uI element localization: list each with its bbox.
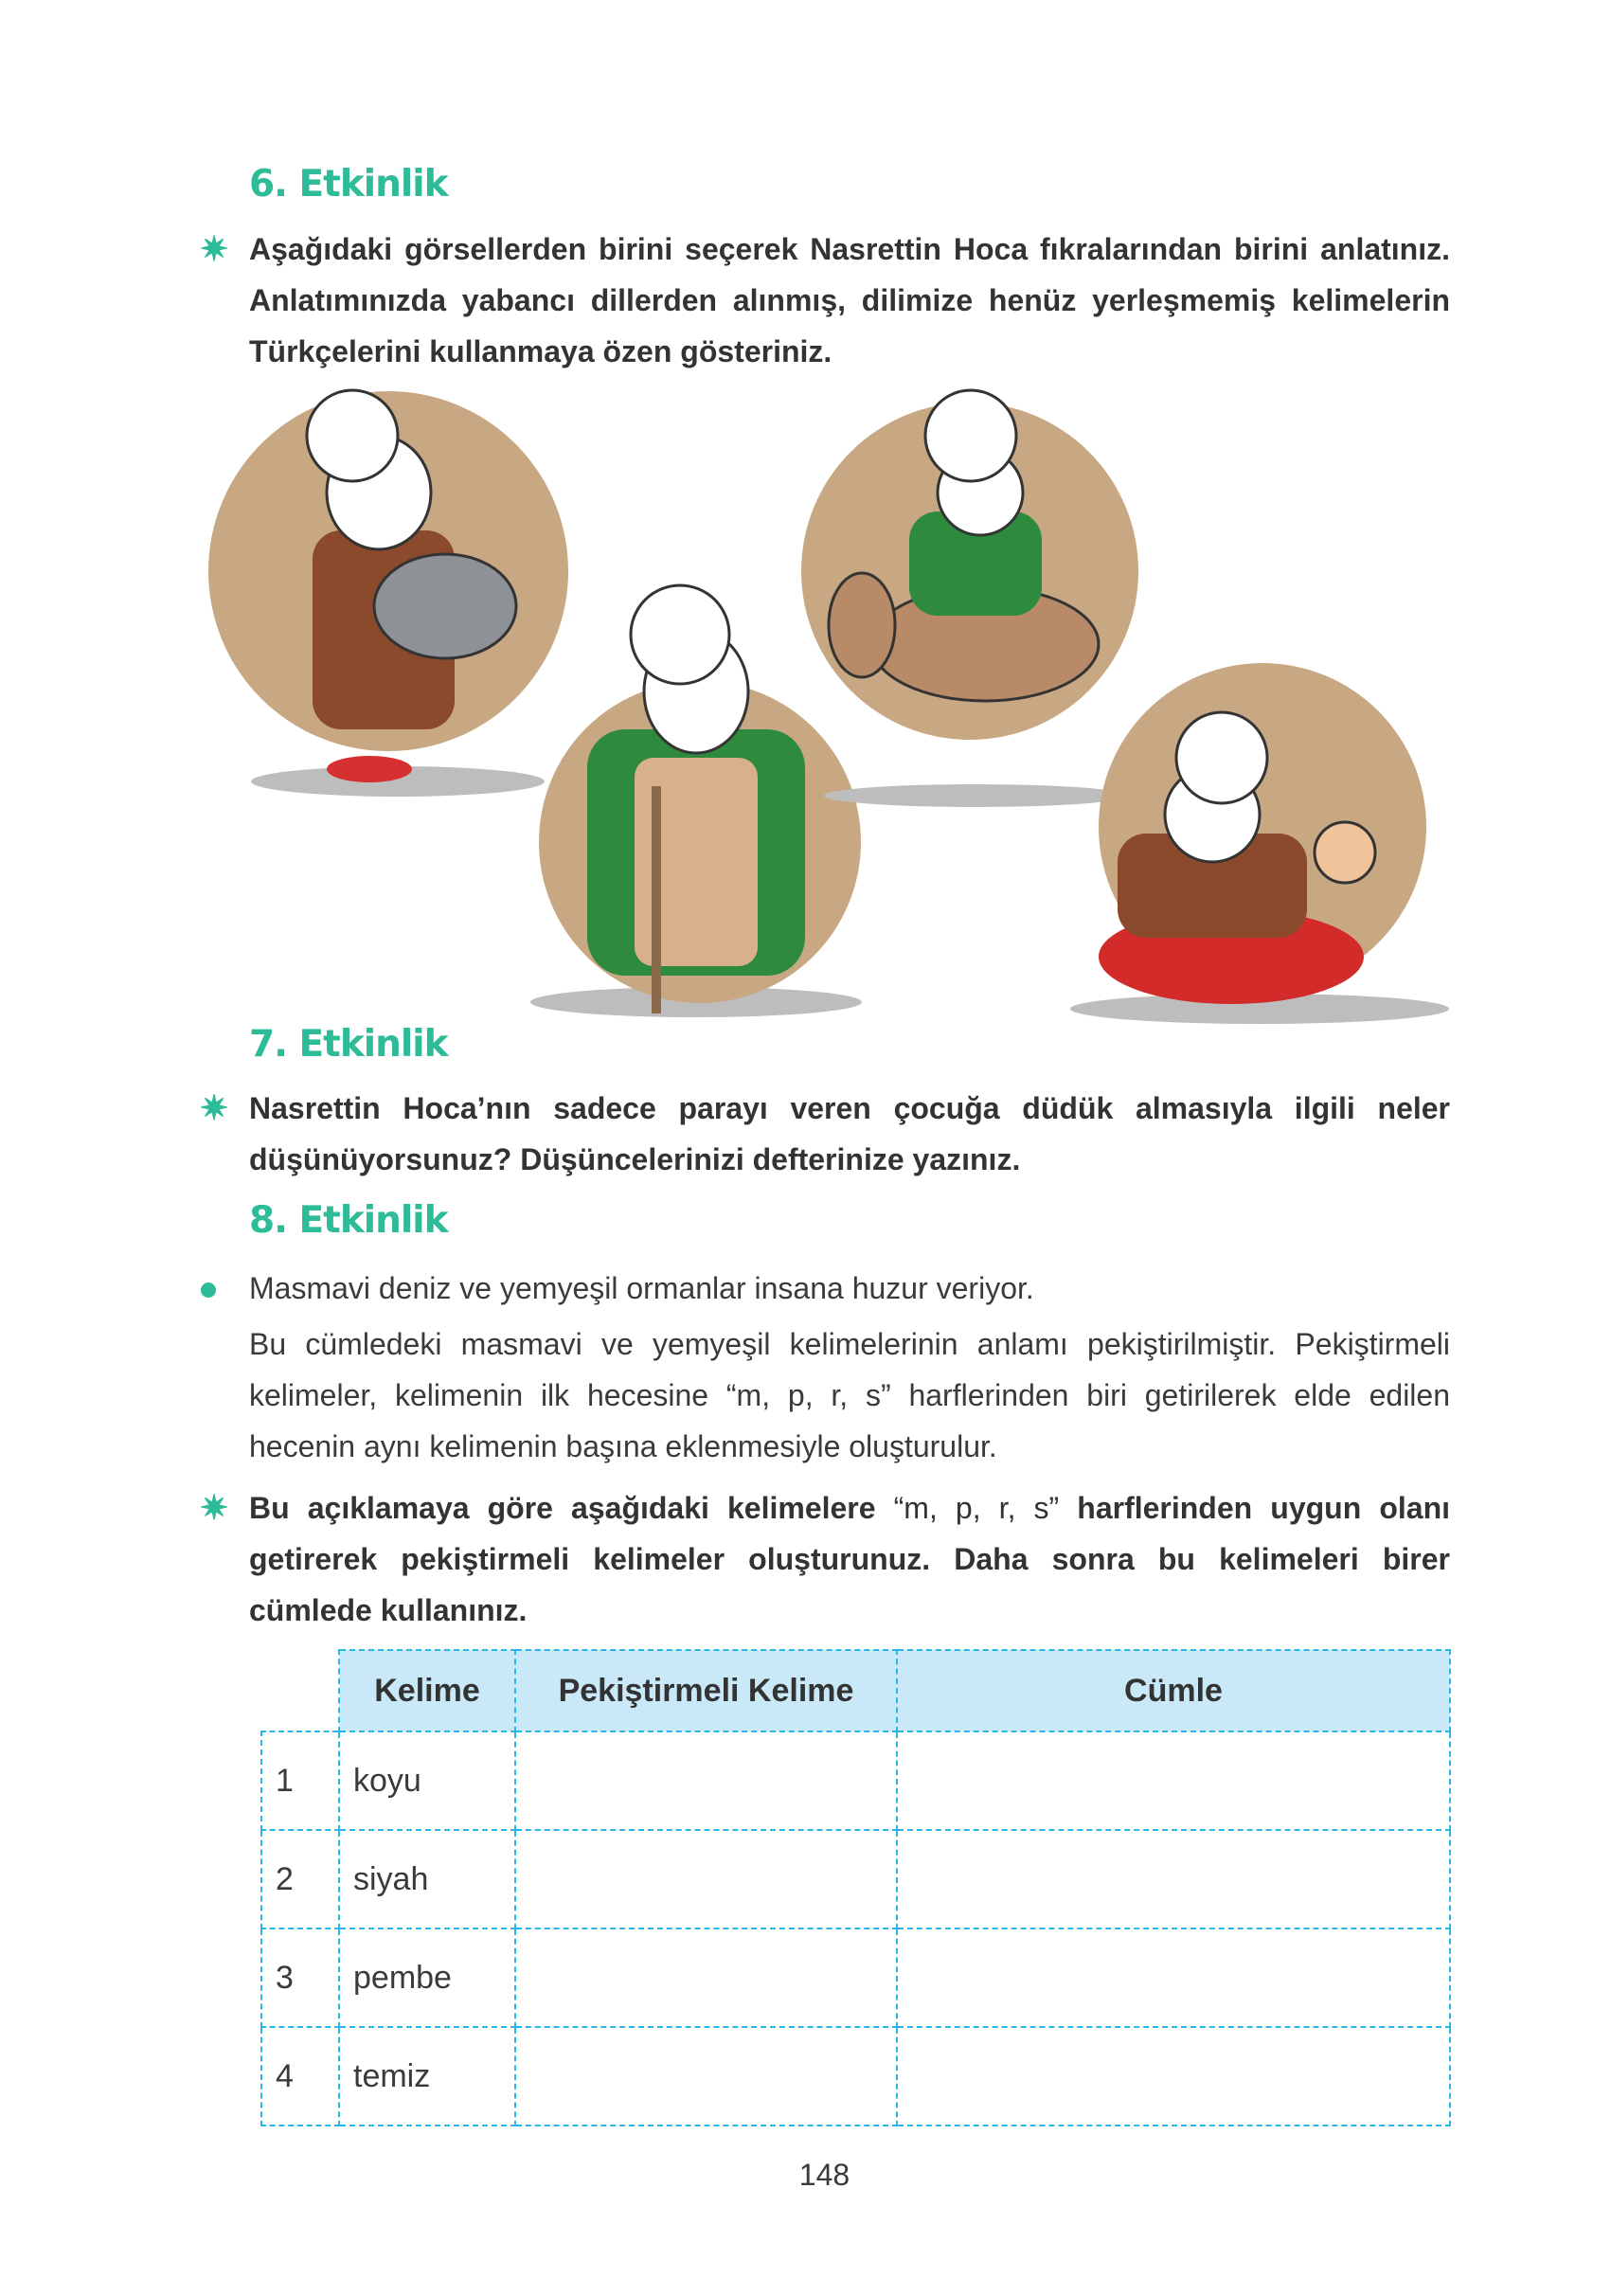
row-number: 1 (261, 1731, 339, 1830)
hoca-with-boy-illustration (1070, 663, 1449, 1024)
activity-6-title: 6. Etkinlik (249, 163, 448, 206)
star-bullet-icon: ✷ (200, 1488, 229, 1527)
activity-6-instruction: Aşağıdaki görsellerden birini seçerek Nasrettin Hoca fıkralarından birini anlatınız. Anlatımınızda yabancı dillerden alınmış, dilimize henüz yerleşmemiş kelimelerin Türkçelerini kullanmaya özen gösteriniz. (249, 232, 1450, 368)
dot-bullet-icon (201, 1283, 216, 1298)
explanation-paragraph: Bu cümledeki masmavi ve yemyeşil kelimelerinin anlamı pekiştirilmiştir. Pekiştirmeli kelimeler, kelimenin ilk hecesine “m, p, r, s” harflerinden biri getirilerek elde edilen hecenin aynı kelimenin başına eklenmesiyle oluşturulur. (249, 1327, 1450, 1463)
row-number: 3 (261, 1928, 339, 2027)
word-cell: siyah (339, 1830, 515, 1928)
blank-corner (261, 1650, 339, 1731)
example-sentence: Masmavi deniz ve yemyeşil ormanlar insana huzur veriyor. (249, 1271, 1034, 1305)
row-number: 2 (261, 1830, 339, 1928)
activity-7-instruction: Nasrettin Hoca’nın sadece parayı veren çocuğa düdük almasıyla ilgili neler düşünüyorsunuz? Düşüncelerinizi defterinize yazınız. (249, 1091, 1450, 1176)
page-number: 148 (798, 2158, 850, 2192)
table-row (261, 1830, 1450, 1928)
header-cumle: Cümle (897, 1650, 1450, 1731)
activity-7-title: 7. Etkinlik (249, 1023, 448, 1066)
star-bullet-icon: ✷ (200, 1088, 229, 1127)
nasreddin-hoca-illustrations (189, 379, 1477, 1042)
sentence-cell[interactable] (897, 1830, 1450, 1928)
table-row (261, 1928, 1450, 2027)
hoca-with-cane-illustration (530, 585, 862, 1017)
answer-cell[interactable] (515, 2027, 897, 2126)
table-header-row (261, 1650, 1450, 1731)
instruction-part: harflerinden uygun olanı getirerek pekiştirmeli kelimeler oluşturunuz. Daha sonra bu kelimeleri birer cümlede kullanınız. (249, 1491, 1450, 1627)
star-bullet-icon: ✷ (200, 229, 229, 268)
table-row (261, 2027, 1450, 2126)
row-number: 4 (261, 2027, 339, 2126)
sentence-cell[interactable] (897, 1928, 1450, 2027)
table-row (261, 1731, 1450, 1830)
answer-cell[interactable] (515, 1928, 897, 2027)
answer-cell[interactable] (515, 1731, 897, 1830)
reduplication-table (260, 1649, 1451, 2126)
header-pekistirmeli: Pekiştirmeli Kelime (515, 1650, 897, 1731)
sentence-cell[interactable] (897, 2027, 1450, 2126)
instruction-part: Bu açıklamaya göre aşağıdaki kelimelere (249, 1491, 894, 1525)
letters-highlight: “m, p, r, s” (893, 1491, 1060, 1525)
hoca-with-pot-illustration (208, 390, 568, 797)
activity-8-instruction (249, 1482, 1450, 1636)
word-cell: pembe (339, 1928, 515, 2027)
sentence-cell[interactable] (897, 1731, 1450, 1830)
activity-8-title: 8. Etkinlik (249, 1199, 448, 1242)
hoca-on-donkey-illustration (801, 390, 1138, 807)
answer-cell[interactable] (515, 1830, 897, 1928)
word-cell: koyu (339, 1731, 515, 1830)
header-kelime: Kelime (339, 1650, 515, 1731)
word-cell: temiz (339, 2027, 515, 2126)
